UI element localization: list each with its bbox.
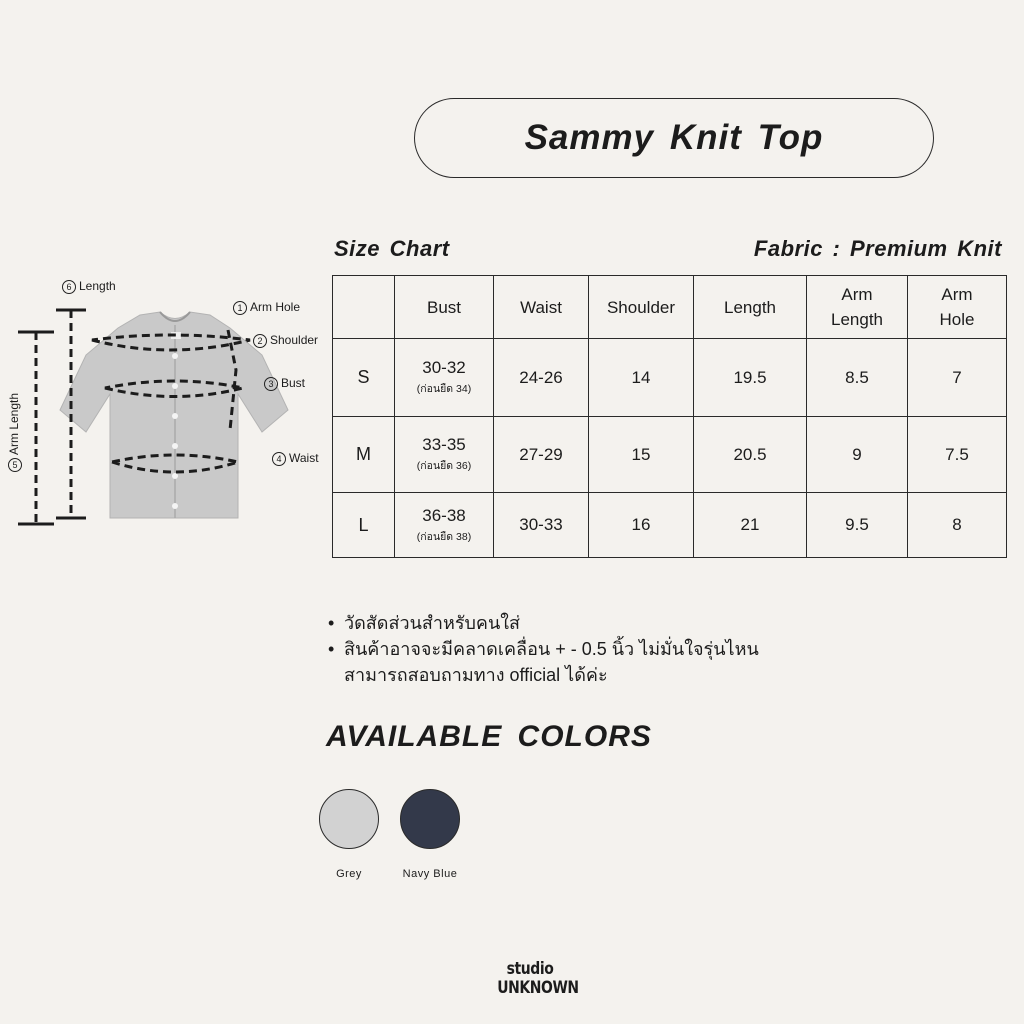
shoulder-number: 2 (253, 334, 267, 348)
header-bust: Bust (395, 276, 494, 339)
shoulder-cell: 15 (589, 417, 694, 493)
color-swatch-grey[interactable] (319, 789, 379, 849)
length-label: 6 Length (62, 279, 116, 294)
table-row (333, 417, 1007, 493)
arm-length-cell: 8.5 (807, 339, 908, 417)
length-number: 6 (62, 280, 76, 294)
arm-length-cell: 9 (807, 417, 908, 493)
fabric-label: Fabric : Premium Knit (753, 236, 1002, 261)
shoulder-cell: 16 (589, 493, 694, 558)
bust-cell: 30-32 (ก่อนยืด 34) (395, 339, 494, 417)
shoulder-label: 2 Shoulder (253, 333, 318, 348)
size-chart-label: Size Chart (334, 236, 450, 261)
arm-length-label: 5Arm Length (7, 392, 21, 470)
bust-cell: 36-38 (ก่อนยืด 38) (395, 493, 494, 558)
title-pill (414, 98, 934, 178)
waist-label: 4 Waist (272, 451, 319, 466)
length-cell: 20.5 (694, 417, 807, 493)
note-item: • สินค้าอาจจะมีคลาดเคลื่อน + - 0.5 นิ้ว ไม่มั่นใจรุ่นไหน (328, 639, 759, 659)
waist-number: 4 (272, 452, 286, 466)
header-waist: Waist (494, 276, 589, 339)
table-row (333, 339, 1007, 417)
bust-number: 3 (264, 377, 278, 391)
size-cell: M (333, 417, 395, 493)
table-row (333, 493, 1007, 558)
arm-hole-label: 1 Arm Hole (233, 300, 300, 315)
waist-cell: 27-29 (494, 417, 589, 493)
header-shoulder: Shoulder (589, 276, 694, 339)
available-colors-title: AVAILABLE COLORS (326, 720, 652, 753)
arm-length-cell: 9.5 (807, 493, 908, 558)
arm-hole-cell: 8 (908, 493, 1007, 558)
arm-length-number: 5 (8, 458, 22, 472)
notes (328, 610, 759, 688)
length-cell: 21 (694, 493, 807, 558)
header-arm-hole: Arm Hole (908, 276, 1007, 339)
color-label-grey: Grey (336, 868, 362, 880)
header-length: Length (694, 276, 807, 339)
note-item: • วัดสัดส่วนสำหรับคนใส่ (328, 613, 521, 633)
bust-cell: 33-35 (ก่อนยืด 36) (395, 417, 494, 493)
length-cell: 19.5 (694, 339, 807, 417)
size-cell: S (333, 339, 395, 417)
arm-hole-cell: 7.5 (908, 417, 1007, 493)
waist-cell: 30-33 (494, 493, 589, 558)
size-cell: L (333, 493, 395, 558)
bust-label: 3 Bust (264, 376, 305, 391)
note-item-continued: สามารถสอบถามทาง official ได้ค่ะ (344, 665, 608, 685)
header-arm-length: Arm Length (807, 276, 908, 339)
header-empty (333, 276, 395, 339)
size-table (332, 275, 1007, 558)
shoulder-cell: 14 (589, 339, 694, 417)
arm-hole-cell: 7 (908, 339, 1007, 417)
arm-hole-number: 1 (233, 301, 247, 315)
color-label-navy-blue: Navy Blue (402, 868, 458, 880)
brand-logo: studio UNKNOWN (497, 959, 579, 998)
color-swatch-navy-blue[interactable] (400, 789, 460, 849)
product-title: Sammy Knit Top (524, 118, 824, 157)
table-header-row (333, 276, 1007, 339)
waist-cell: 24-26 (494, 339, 589, 417)
